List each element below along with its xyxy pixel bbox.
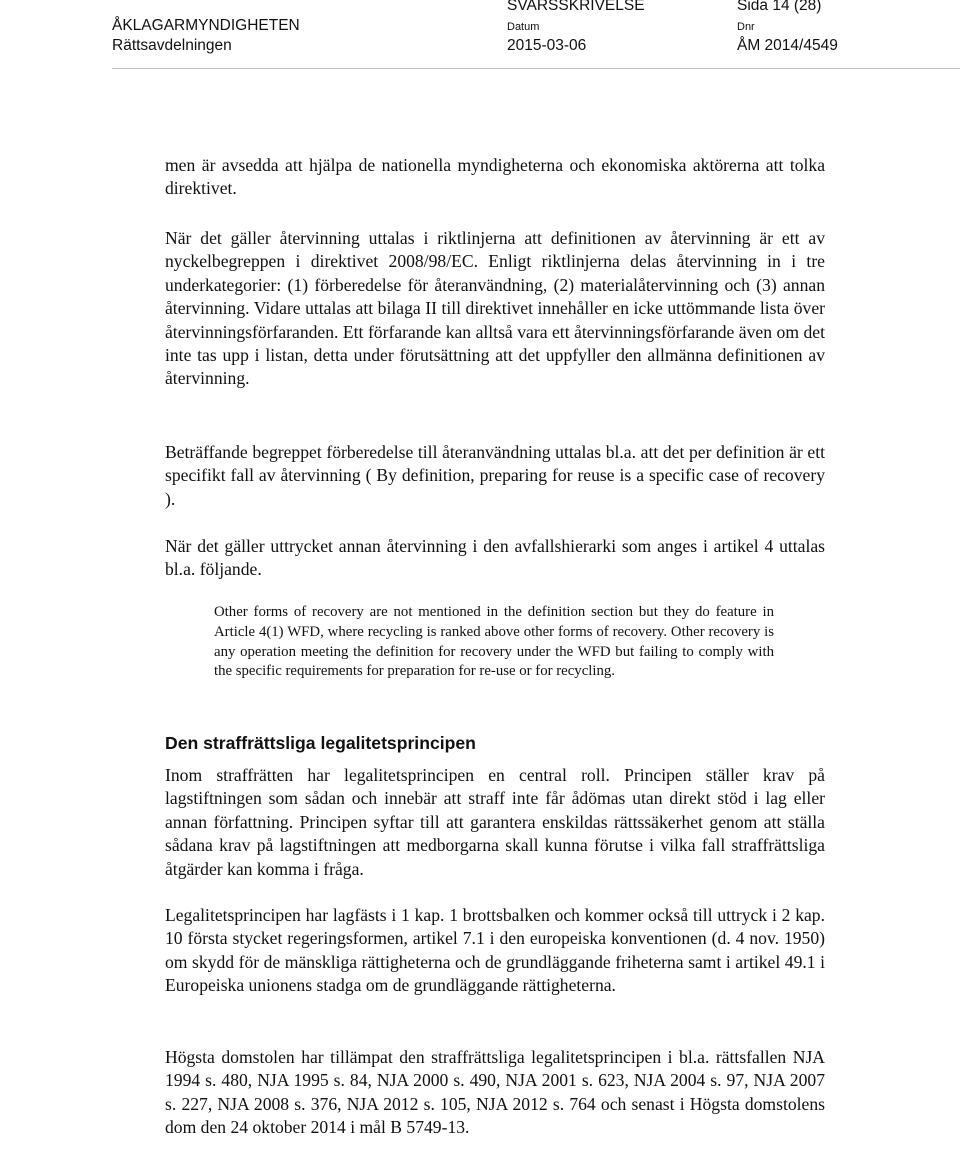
paragraph-6: [165, 904, 825, 998]
paragraph-2: [165, 227, 825, 391]
paragraph-5-text: Inom straffrätten har legalitetsprincipen en central roll. Principen ställer krav på lagstiftningen som sådan och innebär att straff inte får ådömas utan direkt stöd i lag eller annan författning. Principen syftar till att garantera enskildas rättssäkerhet genom att ställa sådana krav på lagstiftningen att medborgarna skall kunna förutse i vilka fall straffrättsliga åtgärder kan komma i fråga.: [165, 765, 825, 879]
header-divider: [112, 68, 960, 69]
paragraph-1: [165, 154, 825, 201]
paragraph-3: [165, 441, 825, 511]
paragraph-6-text: Legalitetsprincipen har lagfästs i 1 kap. 1 brottsbalken och kommer också till uttryck i 2 kap. 10 första stycket regeringsformen, artikel 7.1 i den europeiska konventionen (d. 4 nov. 1950) om skydd för de mänskliga rättigheterna och de grundläggande friheterna samt i artikel 49.1 i Europeiska unionens stadga om de grundläggande rättigheterna.: [165, 905, 825, 996]
header-dept: Rättsavdelningen: [112, 37, 232, 54]
header-dnr: ÅM 2014/4549: [737, 37, 838, 54]
paragraph-7-text: Högsta domstolen har tillämpat den straffrättsliga legalitetsprincipen i bl.a. rättsfallen NJA 1994 s. 480, NJA 1995 s. 84, NJA 2000 s. 490, NJA 2001 s. 623, NJA 2004 s. 97, NJA 2007 s. 227, NJA 2008 s. 376, NJA 2012 s. 105, NJA 2012 s. 764 och senast i Högsta domstolens dom den 24 oktober 2014 i mål B 5749-13.: [165, 1047, 825, 1138]
paragraph-1-text: men är avsedda att hjälpa de nationella myndigheterna och ekonomiska aktörerna att tolka direktivet.: [165, 155, 825, 199]
block-quote: Other forms of recovery are not mentioned in the definition section but they do feature in Article 4(1) WFD, where recycling is ranked above other forms of recovery. Other recovery is any operation meeting the definition for recovery under the WFD but failing to comply with the specific requirements for preparation for re-use or for recycling.: [214, 604, 774, 680]
section-heading: Den straffrättsliga legalitetsprincipen: [165, 733, 476, 753]
header-date: 2015-03-06: [507, 37, 587, 54]
header-dnr-label: Dnr: [737, 21, 755, 33]
header-date-label: Datum: [507, 21, 540, 33]
header-page: Sida 14 (28): [737, 0, 822, 14]
header-org: ÅKLAGARMYNDIGHETEN: [112, 17, 300, 34]
header-doc-type: SVARSSKRIVELSE: [507, 0, 645, 14]
paragraph-3-text: Beträffande begreppet förberedelse till återanvändning uttalas bl.a. att det per definition är ett specifikt fall av återvinning ( By definition, preparing for reuse is a specific case of recovery ).: [165, 442, 825, 509]
paragraph-5: [165, 764, 825, 881]
paragraph-7: [165, 1046, 825, 1140]
paragraph-4: [165, 535, 825, 582]
paragraph-2-text: När det gäller återvinning uttalas i riktlinjerna att definitionen av återvinning är ett av nyckelbegreppen i direktivet 2008/98/EC. Enligt riktlinjerna delas återvinning in i tre underkategorier: (1) förberedelse för återanvändning, (2) materialåtervinning och (3) annan återvinning. Vidare uttalas att bilaga II till direktivet innehåller en icke uttömmande lista över återvinningsförfaranden. Ett förfarande kan alltså vara ett återvinningsförfarande även om det inte tas upp i listan, detta under förutsättning att det uppfyller den allmänna definitionen av återvinning.: [165, 228, 825, 389]
paragraph-4-text: När det gäller uttrycket annan återvinning i den avfallshierarki som anges i artikel 4 uttalas bl.a. följande.: [165, 536, 825, 580]
